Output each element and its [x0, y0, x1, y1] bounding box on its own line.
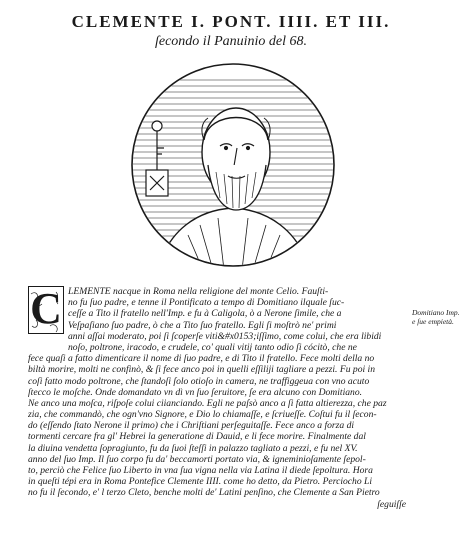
text-line: noſo, poltrone, iracodo, e crudele, co' quali vitij tanto odio ſi cócitò, che ne [68, 341, 357, 353]
text-line: ſeguiſſe [377, 498, 406, 510]
text-line: anni aſſai moderato, poi ſi ſcoperſe viti&#x0153;iſſimo, come colui, che era libidi [68, 330, 382, 342]
text-line: la diuina vendetta ſopragiunto, fu da ſuoi ſteſſi in palazzo tagliato a pezzi, e fu nel XV. [28, 442, 358, 454]
text-line: ſtecco le moſche. Onde domandato vn dì vn ſuo ſeruitore, ſe era alcuno con Domitiano. [28, 386, 363, 398]
text-line: do (eſſendo ſtato Nerone il primo) che i Chriſtiani perſeguitaſſe. Fece anco a forza di [28, 420, 355, 432]
text-line: zia, che commandò, che ogn'vno Signore, e Dio lo chiamaſſe, e ſcriueſſe. Coſtui fu il ſecon- [28, 409, 377, 421]
text-line: to, perciò che Felice ſuo Liberto in vna ſua vigna nella via Latina il diede ſepoltura. Hora [28, 465, 373, 476]
page-subtitle: ſecondo il Panuinio del 68. [154, 34, 308, 49]
drop-cap [28, 286, 64, 334]
margin-note: Domitiano Imp. e ſue empietà. [412, 308, 460, 326]
text-line: LEMENTE nacque in Roma nella religione del monte Celio. Fauſti- [68, 286, 329, 297]
text-line: no fu ſuo padre, e tenne il Pontificato a tempo di Domitiano ilquale ſuc- [68, 297, 345, 309]
text-line: in queſti tépi era in Roma Pontefice Clemente IIII. come ho detto, da Pietro. Perciocho Li [28, 476, 373, 488]
portrait-woodcut [128, 60, 338, 270]
text-line: no fu il ſecondo, e' l terzo Cleto, benche molti de' Latini penſino, che Clemente a San Pietro [28, 487, 380, 499]
text-line: tormenti cercare fra gl' Hebrei la generatione di Dauid, e li fece morire. Finalmente dal [28, 431, 366, 443]
text-line: coſi fatto modo poltrone, che ſtandoſi ſolo otioſo in camera, ne traffiggeua con vno acuto [28, 375, 370, 387]
text-line: fece quaſi a fatto dimenticare il nome di ſuo padre, e di Tito il fratello. Fece molti della no [28, 353, 375, 365]
drop-cap-letter: C [30, 284, 62, 333]
text-line: ceſſe a Tito il fratello nell'Imp. e fu à Caligola, ò a Nerone ſimile, che a [68, 308, 342, 320]
text-line: anno del ſuo Imp. Il ſuo corpo fu da' beccamorti portato via, & igneminioſamente ſepol- [28, 453, 366, 465]
body-text [28, 286, 406, 510]
text-line: Ne anco una moſca, riſpoſe colui ciianciando. Egli ne paſsò anco a ſi fatta altierezza, che paz [28, 397, 387, 409]
text-line: Veſpaſiano ſuo padre, ò che a Tito ſuo fratello. Egli ſi moſtrò ne' primi [68, 319, 337, 331]
text-line: biltà morire, molti ne confinò, & ſi fece anco poi in quelli eſſiliji tagliare a pezzi. Fu poi in [28, 364, 376, 376]
page-title: CLEMENTE I. PONT. IIII. ET III. [71, 12, 391, 31]
